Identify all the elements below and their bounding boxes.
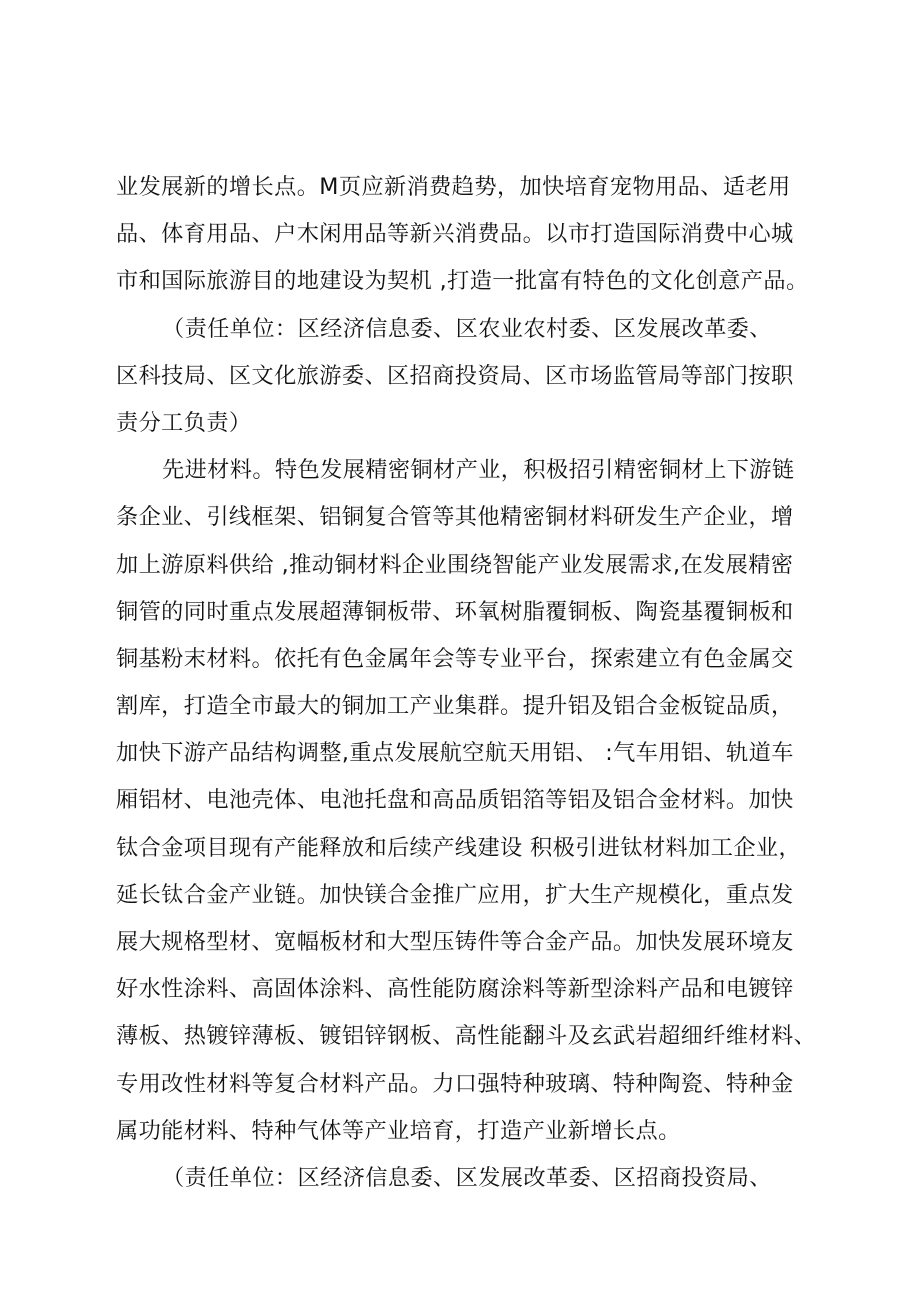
text-line: 加上游原料供给 ,推动铜材料企业围绕智能产业发展需求,在发展精密 <box>116 551 794 578</box>
text-line: 厢铝材、电池壳体、电池托盘和高品质铝箔等铝及铝合金材料。加快 <box>116 787 794 814</box>
text-line: 条企业、引线框架、铝铜复合管等其他精密铜材料研发生产企业，增 <box>116 504 794 531</box>
text-line: 钛合金项目现有产能释放和后续产线建设 积极引进钛材料加工企业， <box>116 834 802 861</box>
document-body <box>116 164 816 1202</box>
text-line: 区科技局、区文化旅游委、区招商投资局、区市场监管局等部门按职 <box>116 362 794 389</box>
text-line: 割库，打造全市最大的铜加工产业集群。提升铝及铝合金板锭品质， <box>116 693 794 720</box>
text-line: 薄板、热镀锌薄板、镀铝锌钢板、高性能翻斗及玄武岩超细纤维材料、 <box>116 1023 816 1050</box>
paragraph-start: 先进材料。特色发展精密铜材产业，积极招引精密铜材上下游链 <box>162 457 795 484</box>
text-line: 好水性涂料、高固体涂料、高性能防腐涂料等新型涂料产品和电镀锌 <box>116 976 794 1003</box>
text-line: 责分工负责） <box>116 409 252 436</box>
text-line: 业发展新的增长点。M页应新消费趋势，加快培育宠物用品、适老用 <box>116 174 791 200</box>
responsibility-note: （责任单位：区经济信息委、区发展改革委、区招商投资局、 <box>162 1164 772 1191</box>
text-line: 铜管的同时重点发展超薄铜板带、环氧树脂覆铜板、陶瓷基覆铜板和 <box>116 598 794 625</box>
text-line: 加快下游产品结构调整,重点发展航空航天用铝、 :气车用铝、轨道车 <box>116 740 794 767</box>
text-line: 专用改性材料等复合材料产品。力口强特种玻璃、特种陶瓷、特种金 <box>116 1070 794 1097</box>
text-line: 展大规格型材、宽幅板材和大型压铸件等合金产品。加快发展环境友 <box>116 929 794 955</box>
responsibility-note: （责任单位：区经济信息委、区农业农村委、区发展改革委、 <box>162 315 772 342</box>
text-line: 延长钛合金产业链。加快镁合金推广应用，扩大生产规模化，重点发 <box>116 881 794 908</box>
text-line: 市和国际旅游目的地建设为契机 ,打造一批富有特色的文化创意产品。 <box>116 268 809 295</box>
text-line: 品、体育用品、户木闲用品等新兴消费品。以市打造国际消费中心城 <box>116 221 794 248</box>
text-line: 属功能材料、特种气体等产业培育，打造产业新增长点。 <box>116 1117 681 1144</box>
text-line: 铜基粉末材料。依托有色金属年会等专业平台，探索建立有色金属交 <box>116 645 794 672</box>
